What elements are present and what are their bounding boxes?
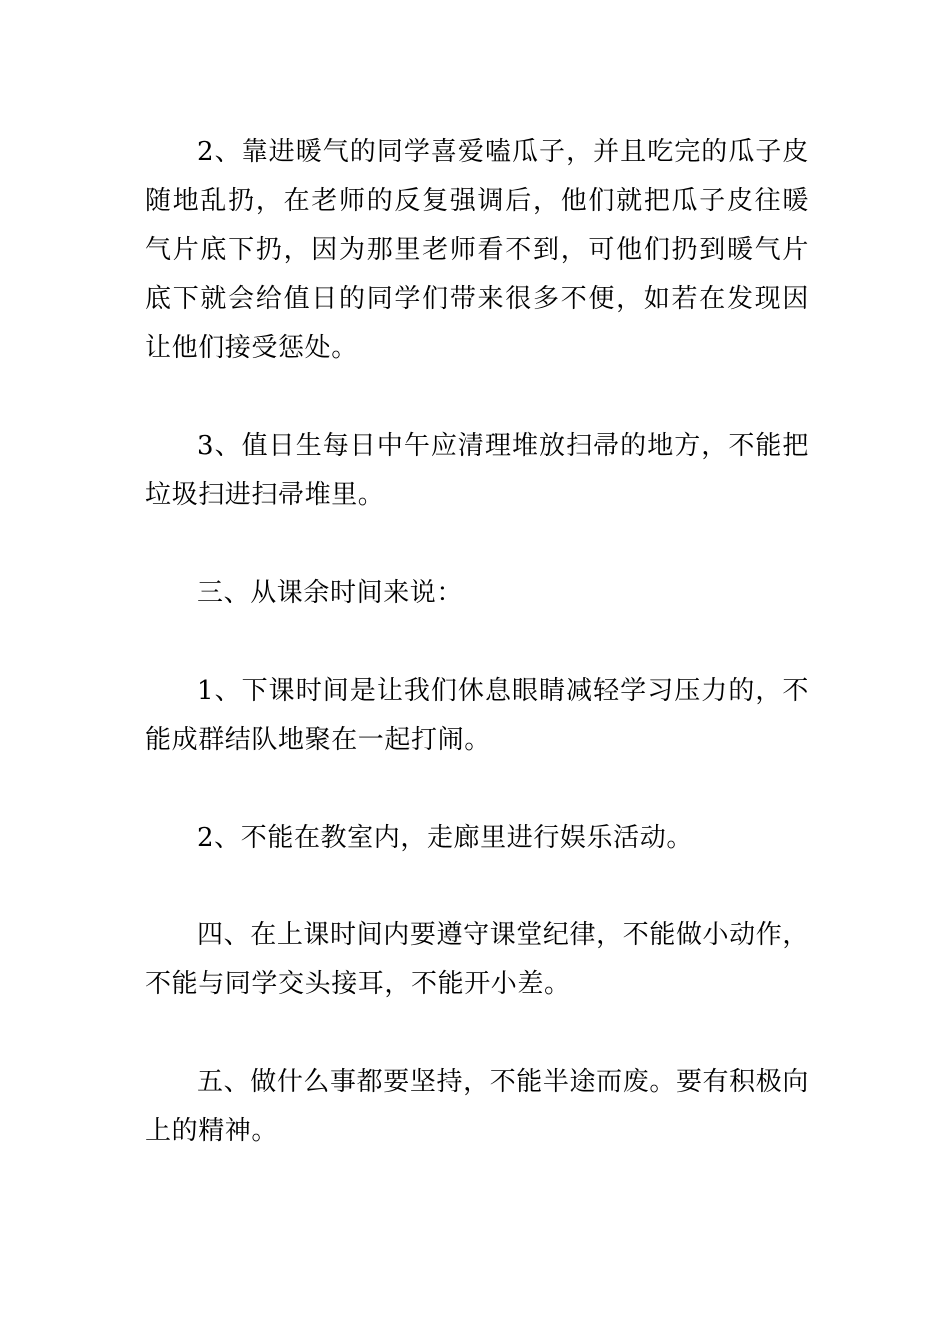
paragraph-break-time-rule: 1、下课时间是让我们休息眼睛减轻学习压力的，不能成群结队地聚在一起打闹。 <box>145 676 809 755</box>
section-heading-class-discipline: 四、在上课时间内要遵守课堂纪律，不能做小动作，不能与同学交头接耳，不能开小差。 <box>145 920 809 999</box>
section-heading-perseverance: 五、做什么事都要坚持，不能半途而废。要有积极向上的精神。 <box>145 1067 809 1146</box>
paragraph-entertainment-rule: 2、不能在教室内，走廊里进行娱乐活动。 <box>197 823 693 853</box>
section-heading-after-class: 三、从课余时间来说： <box>197 578 464 608</box>
paragraph-radiator-rule: 2、靠进暖气的同学喜爱嗑瓜子，并且吃完的瓜子皮随地乱扔，在老师的反复强调后，他们就把瓜子皮往暖气片底下扔，因为那里老师看不到，可他们扔到暖气片底下就会给值日的同学们带来很多不便，如若在发现因让他们接受惩处。 <box>145 137 809 363</box>
document-body <box>145 128 809 1156</box>
paragraph-broom-rule: 3、值日生每日中午应清理堆放扫帚的地方，不能把垃圾扫进扫帚堆里。 <box>145 431 809 510</box>
